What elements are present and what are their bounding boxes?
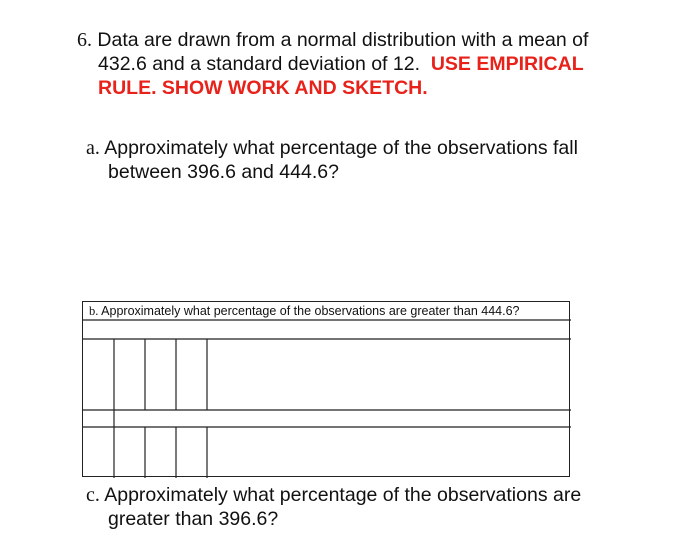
question-6-line-1 [77, 28, 588, 52]
part-a-line-2: between 396.6 and 444.6? [108, 161, 339, 183]
part-b-answer-box [82, 301, 570, 477]
part-a-letter: a. [86, 137, 100, 159]
question-6-text-2: 432.6 and a standard deviation of 12. [98, 53, 420, 75]
part-c-line-1 [86, 483, 581, 507]
instruction-empirical: USE EMPIRICAL [430, 53, 584, 75]
question-6-line-2 [98, 52, 584, 76]
instruction-rule-show-work: RULE. SHOW WORK AND SKETCH. [98, 77, 428, 99]
part-b-grid-lines [83, 302, 571, 478]
part-c-letter: c. [86, 484, 100, 506]
part-c-text-1: Approximately what percentage of the observations are [104, 484, 582, 506]
question-number: 6. [77, 29, 92, 51]
part-b-text: Approximately what percentage of the observations are greater than 444.6? [101, 304, 520, 318]
part-c-line-2: greater than 396.6? [108, 508, 279, 530]
part-b-letter: b. [89, 304, 99, 318]
part-b-question [89, 304, 520, 319]
part-a-text-1: Approximately what percentage of the observations fall [104, 137, 578, 159]
question-6-text-1: Data are drawn from a normal distribution with a mean of [97, 29, 589, 51]
part-a-line-1 [86, 136, 578, 160]
